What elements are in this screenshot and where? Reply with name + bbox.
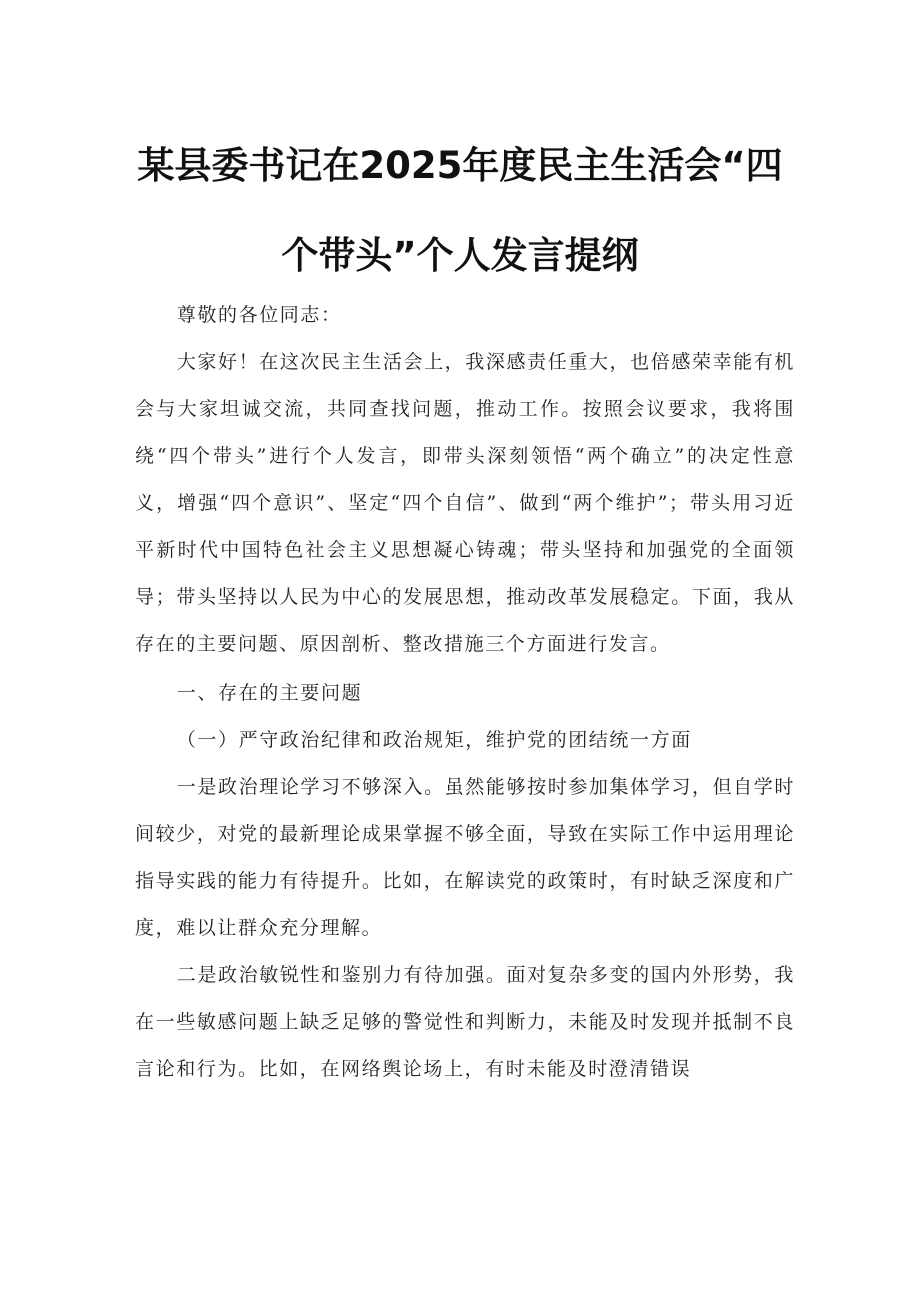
subsection-heading: （一）严守政治纪律和政治规矩，维护党的团结统一方面: [176, 729, 692, 751]
document-title-line-1: 某县委书记在2025年度民主生活会“四: [137, 144, 783, 187]
paragraph-point-1: 一是政治理论学习不够深入。虽然能够按时参加集体学习，但自学时间较少，对党的最新理论成果掌握不够全面，导致在实际工作中运用理论指导实践的能力有待提升。比如，在解读党的政策时，有时缺乏深度和广度，难以让群众充分理解。: [135, 776, 795, 939]
document-title-line-2: 个带头”个人发言提纲: [281, 234, 639, 277]
section-heading: 一、存在的主要问题: [176, 682, 363, 704]
salutation: 尊敬的各位同志：: [176, 304, 342, 326]
intro-paragraph: 大家好！在这次民主生活会上，我深感责任重大，也倍感荣幸能有机会与大家坦诚交流，共同查找问题，推动工作。按照会议要求，我将围绕“四个带头”进行个人发言，即带头深刻领悟“两个确立”的决定性意义，增强“四个意识”、坚定“四个自信”、做到“两个维护”；带头用习近平新时代中国特色社会主义思想凝心铸魂；带头坚持和加强党的全面领导；带头坚持以人民为中心的发展思想，推动改革发展稳定。下面，我从存在的主要问题、原因剖析、整改措施三个方面进行发言。: [135, 351, 795, 655]
paragraph-point-2: 二是政治敏锐性和鉴别力有待加强。面对复杂多变的国内外形势，我在一些敏感问题上缺乏足够的警觉性和判断力，未能及时发现并抵制不良言论和行为。比如，在网络舆论场上，有时未能及时澄清错误: [135, 964, 795, 1080]
document-body: [135, 292, 795, 1093]
